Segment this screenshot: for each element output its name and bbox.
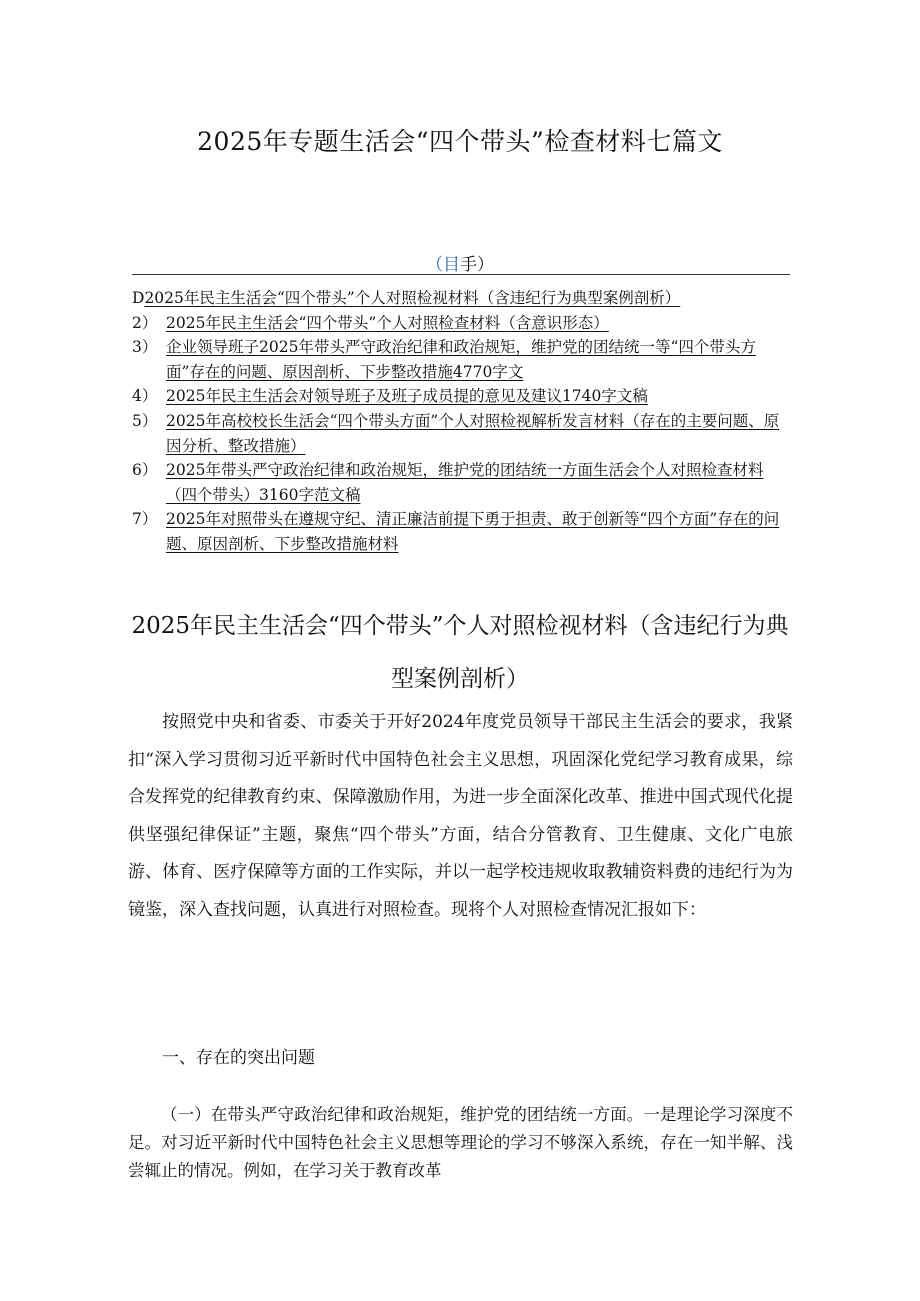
toc-heading-mu: 目 — [443, 255, 460, 275]
toc-item-link[interactable]: 2025年民主生活会“四个带头”个人对照检视材料（含违纪行为典型案例剖析） — [144, 289, 681, 307]
body-paragraph-2: （一）在带头严守政治纪律和政治规矩，维护党的团结统一方面。一是理论学习深度不足。对习近平新时代中国特色社会主义思想等理论的学习不够深入系统，存在一知半解、浅尝辄止的情况。例如，在学习关于教育改革 — [128, 1105, 793, 1180]
toc-item-3[interactable] — [132, 335, 794, 384]
toc-heading-open: （ — [426, 255, 443, 275]
toc-divider — [132, 274, 790, 275]
toc-item-number: 4） — [132, 387, 158, 406]
toc-heading-rest: 手） — [460, 255, 494, 275]
toc-item-link[interactable]: 2025年民主生活会对领导班子及班子成员提的意见及建议1740字文稿 — [166, 387, 648, 406]
toc-item-link[interactable]: 企业领导班子2025年带头严守政治纪律和政治规矩，维护党的团结统一等“四个带头方面”存在的问题、原因剖析、下步整改措施4770字文 — [166, 338, 756, 381]
toc-item-2[interactable] — [132, 311, 794, 336]
toc-item-link[interactable]: 2025年高校校长生活会“四个带头方面”个人对照检视解析发言材料（存在的主要问题、原因分析、整改措施） — [166, 411, 780, 455]
toc-heading — [0, 250, 920, 275]
body-paragraph-1: 按照党中央和省委、市委关于开好2024年度党员领导干部民主生活会的要求，我紧扣“深入学习贯彻习近平新时代中国特色社会主义思想，巩固深化党纪学习教育成果，综合发挥党的纪律教育约束、保障激励作用，为进一步全面深化改革、推进中国式现代化提供坚强纪律保证”主题，聚焦“四个带头”方面，结合分管教育、卫生健康、文化广电旅游、体育、医疗保障等方面的工作实际，并以一起学校违规收取教辅资料费的违纪行为为镜鉴，深入查找问题，认真进行对照检查。现将个人对照检查情况汇报如下： — [128, 712, 793, 920]
toc-item-1[interactable] — [132, 286, 794, 311]
toc-item-7[interactable] — [132, 507, 794, 556]
toc-item-link[interactable]: 2025年民主生活会“四个带头”个人对照检查材料（含意识形态） — [166, 313, 609, 332]
toc-item-link[interactable]: 2025年带头严守政治纪律和政治规矩，维护党的团结统一方面生活会个人对照检查材料（四个带头）3160字范文稿 — [166, 461, 764, 504]
toc-item-number: 6） — [132, 461, 158, 480]
section-title: 2025年民主生活会“四个带头”个人对照检视材料（含违纪行为典型案例剖析） — [131, 613, 789, 692]
toc-item-link[interactable]: 2025年对照带头在遵规守纪、清正廉洁前提下勇于担责、敢于创新等“四个方面”存在的问题、原因剖析、下步整改措施材料 — [166, 510, 780, 553]
toc-item-number: D — [132, 289, 145, 307]
toc-item-4[interactable] — [132, 384, 794, 409]
toc-item-number: 2） — [132, 313, 158, 332]
toc-item-5[interactable] — [132, 409, 794, 458]
toc-item-6[interactable] — [132, 458, 794, 507]
table-of-contents — [132, 286, 794, 557]
toc-item-number: 5） — [132, 411, 158, 430]
document-title: 2025年专题生活会“四个带头”检查材料七篇文 — [197, 127, 723, 156]
subheading-problems: 一、存在的突出问题 — [162, 1048, 315, 1068]
toc-item-number: 7） — [132, 510, 158, 529]
toc-item-number: 3） — [132, 338, 158, 357]
